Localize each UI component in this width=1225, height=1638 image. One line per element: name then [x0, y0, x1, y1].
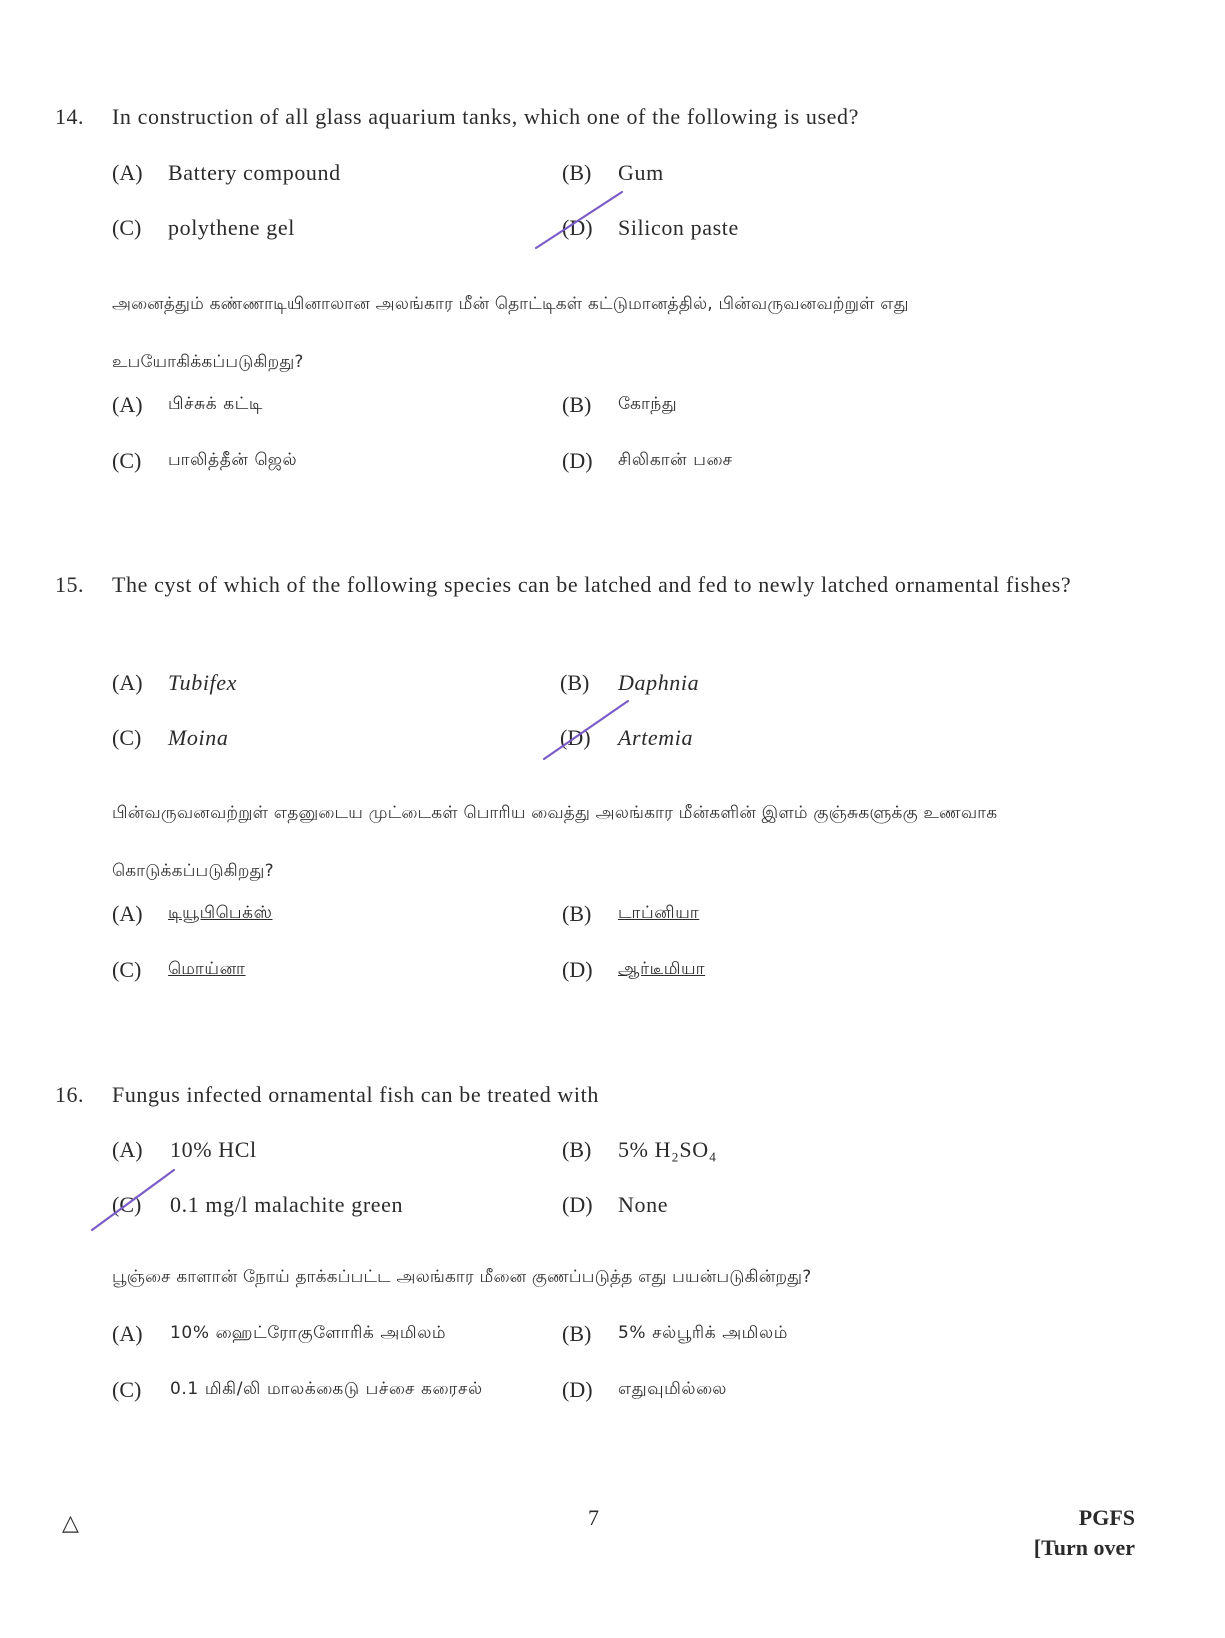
q14-option-d-letter: (D) [562, 215, 593, 240]
q14-answer-tick-mark [532, 186, 632, 256]
q16-ta-option-d-text: எதுவுமில்லை [618, 1379, 727, 1399]
q16-option-d-letter: (D) [562, 1192, 593, 1217]
paper-code: PGFS [1078, 1505, 1135, 1530]
q15-option-b-text: Daphnia [618, 670, 700, 695]
q14-option-b-letter: (B) [562, 160, 592, 185]
question-14-text: In construction of all glass aquarium tanks, which one of the following is used? [112, 104, 859, 129]
q14-ta-option-a-letter: (A) [112, 392, 143, 417]
q14-ta-option-d-text: சிலிகான் பசை [618, 450, 733, 470]
q16-ta-option-b-letter: (B) [562, 1321, 592, 1346]
q15-option-b-letter: (B) [560, 670, 590, 695]
q15-ta-option-c-text: மொய்னா [168, 959, 246, 979]
q14-option-c-letter: (C) [112, 215, 142, 240]
q16-option-c-letter: (C) [112, 1192, 142, 1217]
q15-ta-option-a-text: டியூபிபெக்ஸ் [168, 903, 273, 923]
q16-option-b-text: 5% H₂SO₄ [618, 1137, 717, 1162]
q16-option-a-text: 10% HCl [170, 1137, 257, 1162]
q16-ta-option-b-text: 5% சல்பூரிக் அமிலம் [618, 1323, 789, 1343]
q14-ta-option-c-letter: (C) [112, 448, 142, 473]
page-number: 7 [588, 1505, 599, 1530]
q14-option-d-text: Silicon paste [618, 215, 739, 240]
q15-option-d-text: Artemia [618, 725, 694, 750]
q15-ta-option-b-letter: (B) [562, 901, 592, 926]
q16-ta-option-a-letter: (A) [112, 1321, 143, 1346]
question-14-tamil-text: அனைத்தும் கண்ணாடியினாலான அலங்கார மீன் தொட்டிகள் கட்டுமானத்தில், பின்வருவனவற்றுள் எது உபயோகிக்கப்படுகிறது? [112, 294, 909, 372]
question-16-text: Fungus infected ornamental fish can be treated with [112, 1082, 599, 1107]
q14-ta-option-a-text: பிச்சுக் கட்டி [168, 394, 264, 414]
q16-option-c-text: 0.1 mg/l malachite green [170, 1192, 404, 1217]
q15-option-c-text: Moina [168, 725, 229, 750]
q16-option-b-letter: (B) [562, 1137, 592, 1162]
question-15-number: 15. [55, 572, 84, 597]
q15-option-c-letter: (C) [112, 725, 142, 750]
q14-ta-option-b-text: கோந்து [618, 394, 678, 414]
q15-ta-option-d-text: ஆர்டீமியா [618, 959, 706, 979]
question-15-tamil-text: பின்வருவனவற்றுள் எதனுடைய முட்டைகள் பொரிய வைத்து அலங்கார மீன்களின் இளம் குஞ்சுகளுக்கு உணவாக கொடுக்கப்படுகிறது? [112, 803, 998, 881]
turn-over-label: [Turn over [1033, 1535, 1135, 1560]
q14-ta-option-d-letter: (D) [562, 448, 593, 473]
q14-option-c-text: polythene gel [168, 215, 295, 240]
q14-ta-option-c-text: பாலித்தீன் ஜெல் [168, 450, 298, 470]
q15-answer-tick-mark [540, 697, 640, 767]
q15-option-a-letter: (A) [112, 670, 143, 695]
q16-answer-tick-mark [88, 1166, 188, 1236]
q14-option-a-letter: (A) [112, 160, 143, 185]
q16-ta-option-a-text: 10% ஹைட்ரோகுளோரிக் அமிலம் [170, 1323, 447, 1343]
q16-ta-option-d-letter: (D) [562, 1377, 593, 1402]
q15-ta-option-a-letter: (A) [112, 901, 143, 926]
q15-ta-option-c-letter: (C) [112, 957, 142, 982]
q14-option-b-text: Gum [618, 160, 664, 185]
q16-ta-option-c-text: 0.1 மிகி/லி மாலக்கைடு பச்சை கரைசல் [170, 1379, 483, 1399]
q15-option-a-text: Tubifex [168, 670, 237, 695]
q15-option-d-letter: (D) [560, 725, 591, 750]
q16-option-d-text: None [618, 1192, 669, 1217]
question-16-number: 16. [55, 1082, 84, 1107]
question-14-number: 14. [55, 104, 84, 129]
q15-ta-option-d-letter: (D) [562, 957, 593, 982]
q14-ta-option-b-letter: (B) [562, 392, 592, 417]
q16-option-a-letter: (A) [112, 1137, 143, 1162]
question-16-tamil-text: பூஞ்சை காளான் நோய் தாக்கப்பட்ட அலங்கார மீனை குணப்படுத்த எது பயன்படுகின்றது? [112, 1267, 812, 1287]
q15-ta-option-b-text: டாப்னியா [618, 903, 700, 923]
question-15-text: The cyst of which of the following species can be latched and fed to newly latched ornamental fishes? [112, 572, 1072, 597]
triangle-icon: △ [62, 1510, 79, 1535]
q14-option-a-text: Battery compound [168, 160, 341, 185]
q16-ta-option-c-letter: (C) [112, 1377, 142, 1402]
